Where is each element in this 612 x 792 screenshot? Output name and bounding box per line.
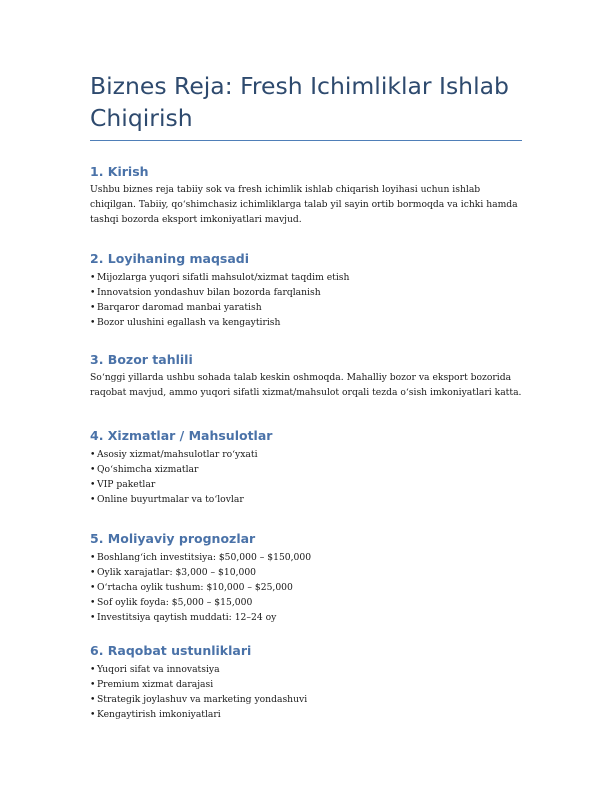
list-item (90, 447, 522, 462)
section-heading: 2. Loyihaning maqsadi (90, 251, 250, 266)
bullet-list (90, 447, 522, 507)
list-item (90, 610, 522, 625)
list-item (90, 677, 522, 692)
list-item-text: VIP paketlar (97, 479, 156, 490)
section-6 (90, 643, 522, 722)
bullet-icon: • (90, 272, 96, 283)
section-paragraph: Ushbu biznes reja tabiiy sok va fresh ichimlik ishlab chiqarish loyihasi uchun ishlab chiqilgan. Tabiiy, qo‘shimchasiz ichimliklarga talab yil sayin ortib bormoqda va ichki hamda tashqi bozorda eksport imkoniyatlari mavjud. (90, 184, 518, 225)
list-item (90, 492, 522, 507)
list-item-text: Barqaror daromad manbai yaratish (97, 302, 262, 313)
bullet-icon: • (90, 679, 96, 690)
bullet-list (90, 270, 522, 330)
list-item (90, 270, 522, 285)
bullet-icon: • (90, 494, 96, 505)
section-1 (90, 164, 522, 227)
bullet-icon: • (90, 552, 96, 563)
list-item (90, 595, 522, 610)
section-paragraph: So‘nggi yillarda ushbu sohada talab keskin oshmoqda. Mahalliy bozor va eksport bozorida raqobat mavjud, ammo yuqori sifatli xizmat/mahsulot orqali tezda o‘sish imkoniyatlari katta. (90, 372, 522, 398)
list-item-text: Investitsiya qaytish muddati: 12–24 oy (97, 612, 277, 623)
list-item (90, 565, 522, 580)
section-5 (90, 531, 522, 625)
bullet-icon: • (90, 302, 96, 313)
section-heading: 1. Kirish (90, 164, 149, 179)
document-title: Biznes Reja: Fresh Ichimliklar Ishlab Chiqirish (90, 70, 522, 141)
bullet-icon: • (90, 597, 96, 608)
list-item (90, 300, 522, 315)
list-item-text: Kengaytirish imkoniyatlari (97, 709, 221, 720)
section-2 (90, 251, 522, 330)
list-item-text: Bozor ulushini egallash va kengaytirish (97, 317, 281, 328)
list-item-text: O‘rtacha oylik tushum: $10,000 – $25,000 (97, 582, 293, 593)
list-item (90, 462, 522, 477)
list-item-text: Boshlang‘ich investitsiya: $50,000 – $150,000 (97, 552, 312, 563)
list-item-text: Online buyurtmalar va to‘lovlar (97, 494, 244, 505)
list-item (90, 477, 522, 492)
list-item-text: Asosiy xizmat/mahsulotlar ro‘yxati (97, 449, 258, 460)
section-heading: 3. Bozor tahlili (90, 352, 193, 367)
section-3 (90, 352, 522, 400)
bullet-icon: • (90, 449, 96, 460)
list-item-text: Mijozlarga yuqori sifatli mahsulot/xizmat taqdim etish (97, 272, 350, 283)
bullet-icon: • (90, 694, 96, 705)
list-item-text: Strategik joylashuv va marketing yondashuvi (97, 694, 308, 705)
list-item-text: Qo‘shimcha xizmatlar (97, 464, 199, 475)
list-item (90, 315, 522, 330)
bullet-icon: • (90, 479, 96, 490)
list-item-text: Oylik xarajatlar: $3,000 – $10,000 (97, 567, 257, 578)
list-item-text: Premium xizmat darajasi (97, 679, 214, 690)
list-item (90, 550, 522, 565)
bullet-icon: • (90, 664, 96, 675)
bullet-list (90, 662, 522, 722)
document-page (90, 70, 522, 720)
bullet-list (90, 550, 522, 625)
list-item (90, 707, 522, 722)
bullet-icon: • (90, 287, 96, 298)
bullet-icon: • (90, 612, 96, 623)
bullet-icon: • (90, 464, 96, 475)
section-heading: 4. Xizmatlar / Mahsulotlar (90, 428, 273, 443)
bullet-icon: • (90, 709, 96, 720)
bullet-icon: • (90, 567, 96, 578)
bullet-icon: • (90, 582, 96, 593)
list-item (90, 662, 522, 677)
list-item-text: Yuqori sifat va innovatsiya (97, 664, 220, 675)
list-item (90, 285, 522, 300)
list-item-text: Sof oylik foyda: $5,000 – $15,000 (97, 597, 253, 608)
list-item (90, 580, 522, 595)
section-heading: 5. Moliyaviy prognozlar (90, 531, 256, 546)
section-heading: 6. Raqobat ustunliklari (90, 643, 252, 658)
bullet-icon: • (90, 317, 96, 328)
list-item (90, 692, 522, 707)
section-4 (90, 428, 522, 507)
list-item-text: Innovatsion yondashuv bilan bozorda farqlanish (97, 287, 321, 298)
